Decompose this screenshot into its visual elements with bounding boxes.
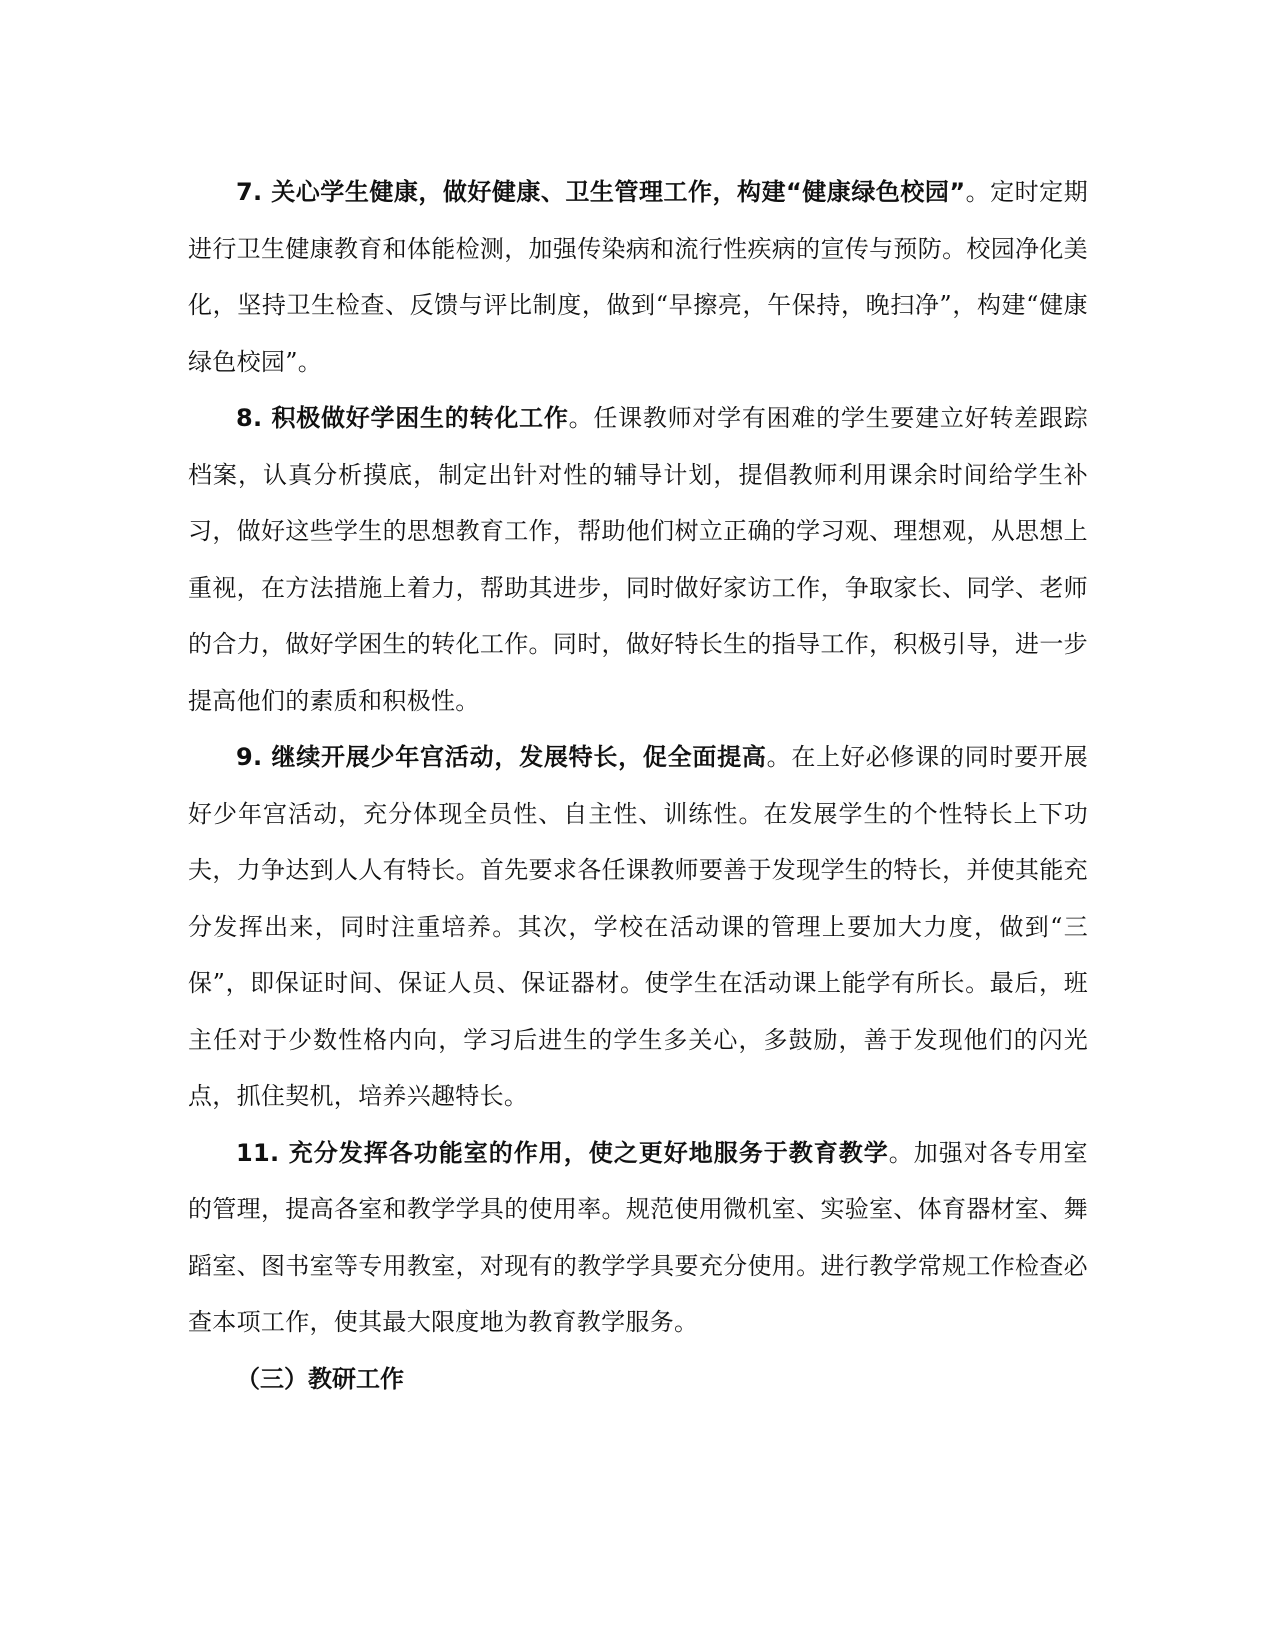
paragraph-7	[188, 164, 1088, 390]
paragraph-text: 。任课教师对学有困难的学生要建立好转差跟踪档案，认真分析摸底，制定出针对性的辅导计划，提倡教师利用课余时间给学生补习，做好这些学生的思想教育工作，帮助他们树立正确的学习观、理想观，从思想上重视，在方法措施上着力，帮助其进步，同时做好家访工作，争取家长、同学、老师的合力，做好学困生的转化工作。同时，做好特长生的指导工作，积极引导，进一步提高他们的素质和积极性。	[188, 404, 1088, 715]
paragraph-8	[188, 390, 1088, 729]
paragraph-text: 。在上好必修课的同时要开展好少年宫活动，充分体现全员性、自主性、训练性。在发展学生的个性特长上下功夫，力争达到人人有特长。首先要求各任课教师要善于发现学生的特长，并使其能充分发挥出来，同时注重培养。其次，学校在活动课的管理上要加大力度，做到“三保”，即保证时间、保证人员、保证器材。使学生在活动课上能学有所长。最后，班主任对于少数性格内向，学习后进生的学生多关心，多鼓励，善于发现他们的闪光点，抓住契机，培养兴趣特长。	[188, 743, 1088, 1110]
paragraph-lead: 8. 积极做好学困生的转化工作	[236, 404, 569, 432]
paragraph-text: 。定时定期进行卫生健康教育和体能检测，加强传染病和流行性疾病的宣传与预防。校园净化美化，坚持卫生检查、反馈与评比制度，做到“早擦亮，午保持，晚扫净”，构建“健康绿色校园”。	[188, 178, 1088, 376]
paragraph-text: 。加强对各专用室的管理，提高各室和教学学具的使用率。规范使用微机室、实验室、体育器材室、舞蹈室、图书室等专用教室，对现有的教学学具要充分使用。进行教学常规工作检查必查本项工作，使其最大限度地为教育教学服务。	[188, 1138, 1088, 1336]
paragraph-11	[188, 1125, 1088, 1351]
paragraph-lead: 7. 关心学生健康，做好健康、卫生管理工作，构建“健康绿色校园”	[236, 178, 966, 206]
paragraph-lead: 11. 充分发挥各功能室的作用，使之更好地服务于教育教学	[236, 1138, 889, 1167]
paragraph-9	[188, 729, 1088, 1125]
document-body	[188, 164, 1088, 1407]
paragraph-lead: 9. 继续开展少年宫活动，发展特长，促全面提高	[236, 743, 767, 771]
section-heading: （三）教研工作	[236, 1364, 404, 1393]
